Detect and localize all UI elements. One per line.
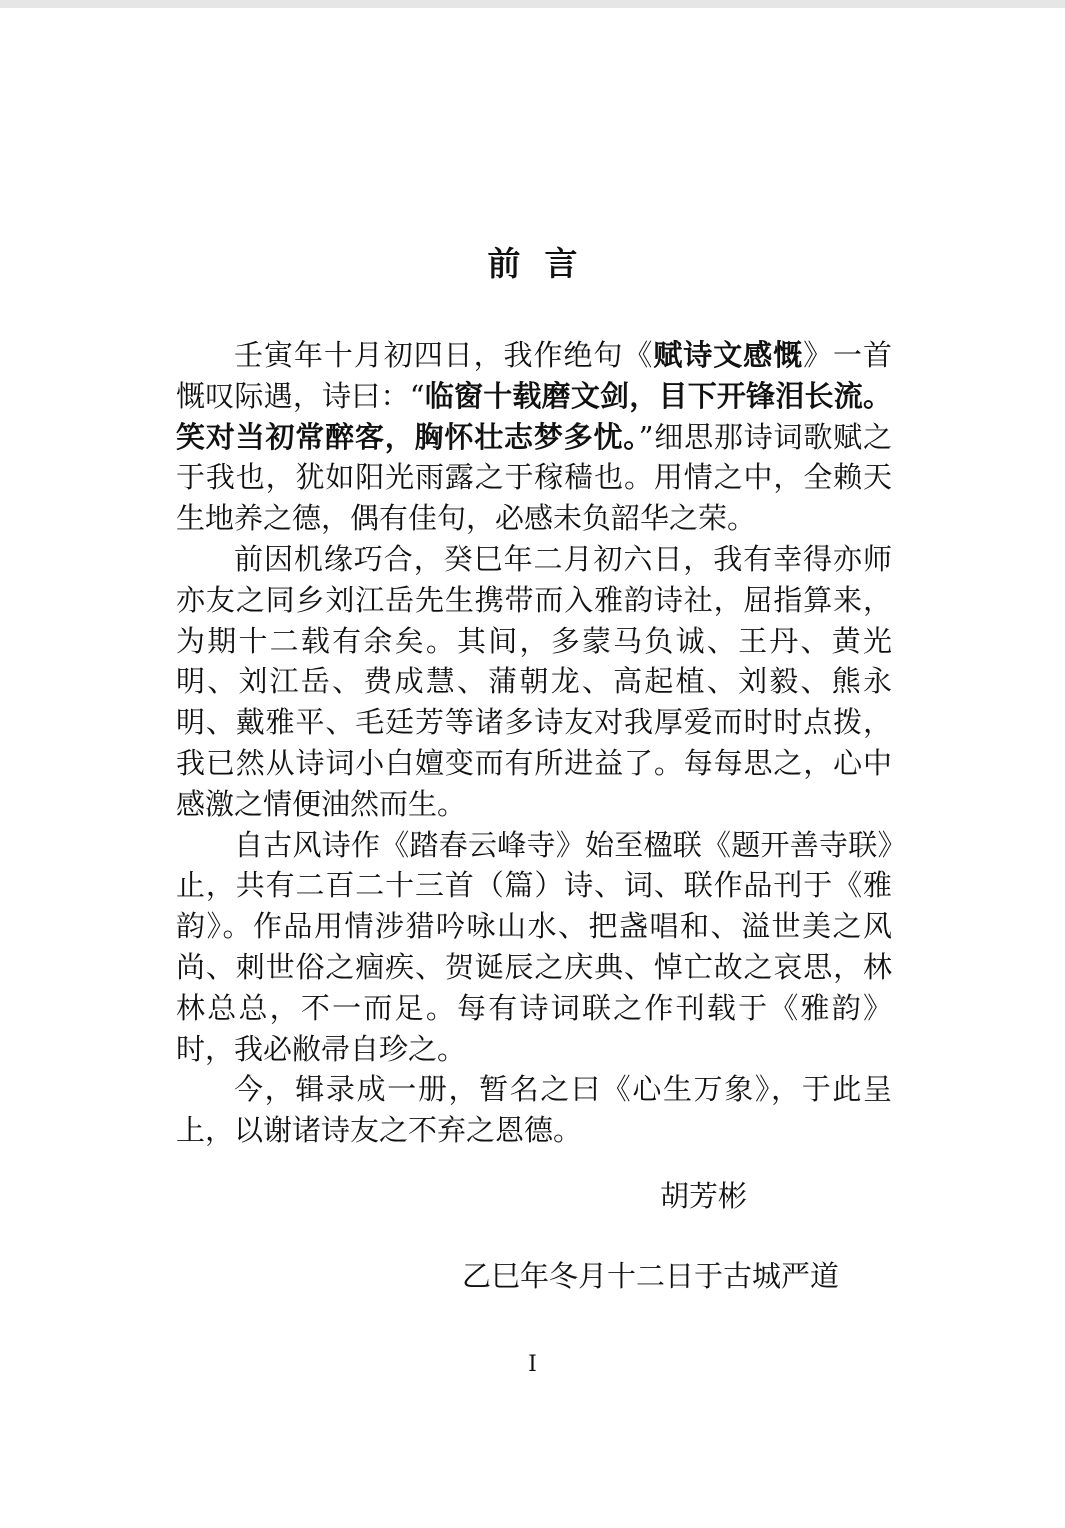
page-number: I bbox=[528, 1352, 537, 1377]
preface-body bbox=[176, 335, 892, 1151]
paragraph-4: 今，辑录成一册，暂名之曰《心生万象》，于此呈上，以谢诸诗友之不弃之恩德。 bbox=[176, 1072, 892, 1148]
page-title: 前言 bbox=[487, 244, 602, 283]
paragraph-1 bbox=[176, 335, 892, 539]
paragraph-1-text-e: ”细思那诗词歌赋之于我也，犹如阳光雨露之于稼穑也。用情之中，全赖天生地养之德，偶有佳句，必感未负韶华之荣。 bbox=[176, 419, 892, 536]
poem-title: 赋诗文感慨 bbox=[653, 338, 804, 372]
poem-quote: 临窗十载磨文剑，目下开锋泪长流。笑对当初常醉客，胸怀壮志梦多忧。 bbox=[176, 378, 892, 454]
date-line: 乙巳年冬月十二日于古城严道 bbox=[462, 1259, 840, 1293]
author-signature: 胡芳彬 bbox=[660, 1179, 748, 1213]
paragraph-1-text-c: 》一首慨叹际遇，诗曰：“ bbox=[176, 338, 892, 413]
top-strip bbox=[0, 0, 1065, 8]
paragraph-1-text-a: 壬寅年十月初四日，我作绝句《 bbox=[234, 338, 654, 372]
paragraph-2: 前因机缘巧合，癸巳年二月初六日，我有幸得亦师亦友之同乡刘江岳先生携带而入雅韵诗社，屈指算来，为期十二载有余矣。其间，多蒙马负诚、王丹、黄光明、刘江岳、费成慧、蒲朝龙、高起植、刘毅、熊永明、戴雅平、毛廷芳等诸多诗友对我厚爱而时时点拨，我已然从诗词小白嬗变而有所进益了。每每思之，心中感激之情便油然而生。 bbox=[176, 541, 892, 821]
paragraph-3: 自古风诗作《踏春云峰寺》始至楹联《题开善寺联》止，共有二百二十三首（篇）诗、词、联作品刊于《雅韵》。作品用情涉猎吟咏山水、把盏唱和、溢世美之风尚、刺世俗之痼疾、贺诞辰之庆典、悼亡故之哀思，林林总总，不一而足。每有诗词联之作刊载于《雅韵》时，我必敝帚自珍之。 bbox=[176, 827, 892, 1066]
